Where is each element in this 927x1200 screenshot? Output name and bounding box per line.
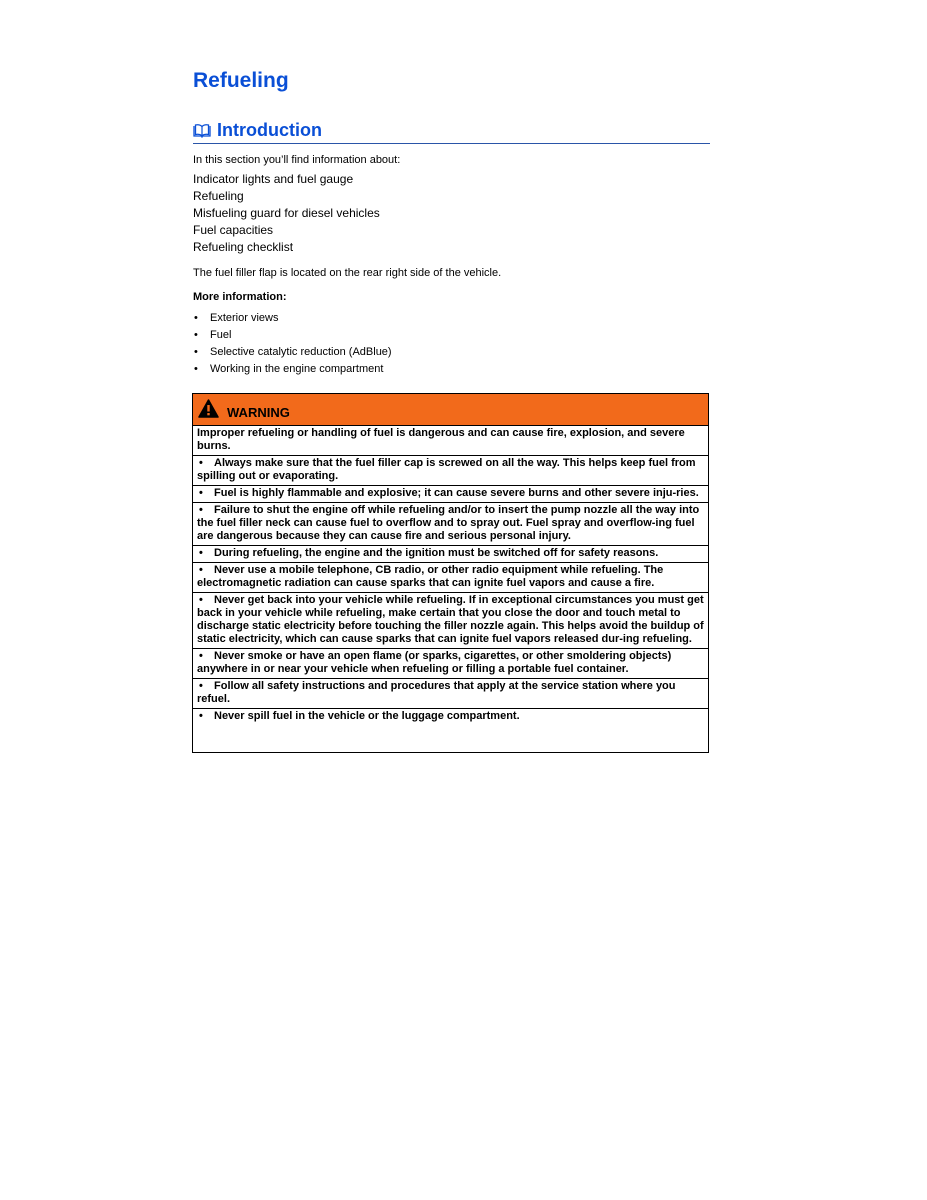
topic-item[interactable]: Refueling xyxy=(193,189,244,203)
warning-item xyxy=(193,709,708,725)
topic-list xyxy=(193,171,380,256)
more-info-item-label[interactable]: Exterior views xyxy=(210,312,279,324)
bullet: • xyxy=(194,329,198,341)
bullet: • xyxy=(194,312,198,324)
intro-text: In this section you’ll find information about: xyxy=(193,154,401,166)
warning-item-text: Never use a mobile telephone, CB radio, or other radio equipment while refueling. The electromagnetic radiation can cause sparks that can ignite fuel vapors and cause a fire. xyxy=(197,564,664,589)
bullet: • xyxy=(199,680,203,692)
topic-item[interactable]: Indicator lights and fuel gauge xyxy=(193,172,354,186)
warning-item-text: Always make sure that the fuel filler cap is screwed on all the way. This helps keep fuel from spilling out or evaporating. xyxy=(197,457,696,482)
page-title: Refueling xyxy=(193,69,289,92)
more-info-item[interactable] xyxy=(193,361,392,378)
warning-item xyxy=(193,503,708,546)
warning-item xyxy=(193,486,708,503)
topic-item[interactable]: Refueling checklist xyxy=(193,240,294,254)
warning-header xyxy=(193,394,708,426)
fuel-flap-note: The fuel filler flap is located on the rear right side of the vehicle. xyxy=(193,267,502,279)
warning-item xyxy=(193,649,708,679)
more-info-heading: More information: xyxy=(193,291,287,303)
warning-intro: Improper refueling or handling of fuel is dangerous and can cause fire, explosion, and severe burns. xyxy=(193,426,708,456)
warning-item-text: Never spill fuel in the vehicle or the luggage compartment. xyxy=(214,710,520,722)
warning-item xyxy=(193,593,708,649)
more-info-list xyxy=(193,310,392,378)
warning-item xyxy=(193,456,708,486)
section-heading xyxy=(193,119,710,144)
warning-triangle-icon xyxy=(198,399,219,418)
warning-item xyxy=(193,679,708,709)
topic-item[interactable]: Misfueling guard for diesel vehicles xyxy=(193,206,380,220)
bullet: • xyxy=(199,594,203,606)
warning-item xyxy=(193,546,708,563)
warning-item-text: Never get back into your vehicle while refueling. If in exceptional circumstances you must get back in your vehicle while refueling, make certain that you close the door and touch metal to discharge static electricity before touching the filler nozzle again. This helps avoid the buildup of static electricity, which can cause sparks that can ignite fuel vapors released dur-ing refueling. xyxy=(197,594,704,645)
warning-item-text: Failure to shut the engine off while refueling and/or to insert the pump nozzle all the way into the fuel filler neck can cause fuel to overflow and to spray out. Fuel spray and overflow-ing fuel are dangerous because they can cause fire and serious personal injury. xyxy=(197,504,700,542)
more-info-item[interactable] xyxy=(193,327,392,344)
section-title: Introduction xyxy=(217,120,322,140)
warning-item xyxy=(193,563,708,593)
bullet: • xyxy=(199,487,203,499)
more-info-item-label[interactable]: Working in the engine compartment xyxy=(210,363,384,375)
warning-item-text: Fuel is highly flammable and explosive; it can cause severe burns and other severe inju-ries. xyxy=(214,487,699,499)
bullet: • xyxy=(199,457,203,469)
bullet: • xyxy=(199,564,203,576)
warning-item-text: During refueling, the engine and the ignition must be switched off for safety reasons. xyxy=(214,547,659,559)
bullet: • xyxy=(199,504,203,516)
bullet: • xyxy=(199,547,203,559)
warning-item-text: Follow all safety instructions and procedures that apply at the service station where you refuel. xyxy=(197,680,676,705)
warning-item-text: Never smoke or have an open flame (or sparks, cigarettes, or other smoldering objects) anywhere in or near your vehicle when refueling or filling a portable fuel container. xyxy=(197,650,672,675)
bullet: • xyxy=(199,650,203,662)
warning-label: WARNING xyxy=(227,405,290,420)
topic-item[interactable]: Fuel capacities xyxy=(193,223,274,237)
more-info-item-label[interactable]: Fuel xyxy=(210,329,232,341)
more-info-item[interactable] xyxy=(193,310,392,327)
bullet: • xyxy=(199,710,203,722)
warning-body xyxy=(193,426,708,725)
bullet: • xyxy=(194,346,198,358)
bullet: • xyxy=(194,363,198,375)
book-icon xyxy=(193,124,211,138)
more-info-item-label[interactable]: Selective catalytic reduction (AdBlue) xyxy=(210,346,392,358)
more-info-item[interactable] xyxy=(193,344,392,361)
warning-box xyxy=(192,393,709,753)
